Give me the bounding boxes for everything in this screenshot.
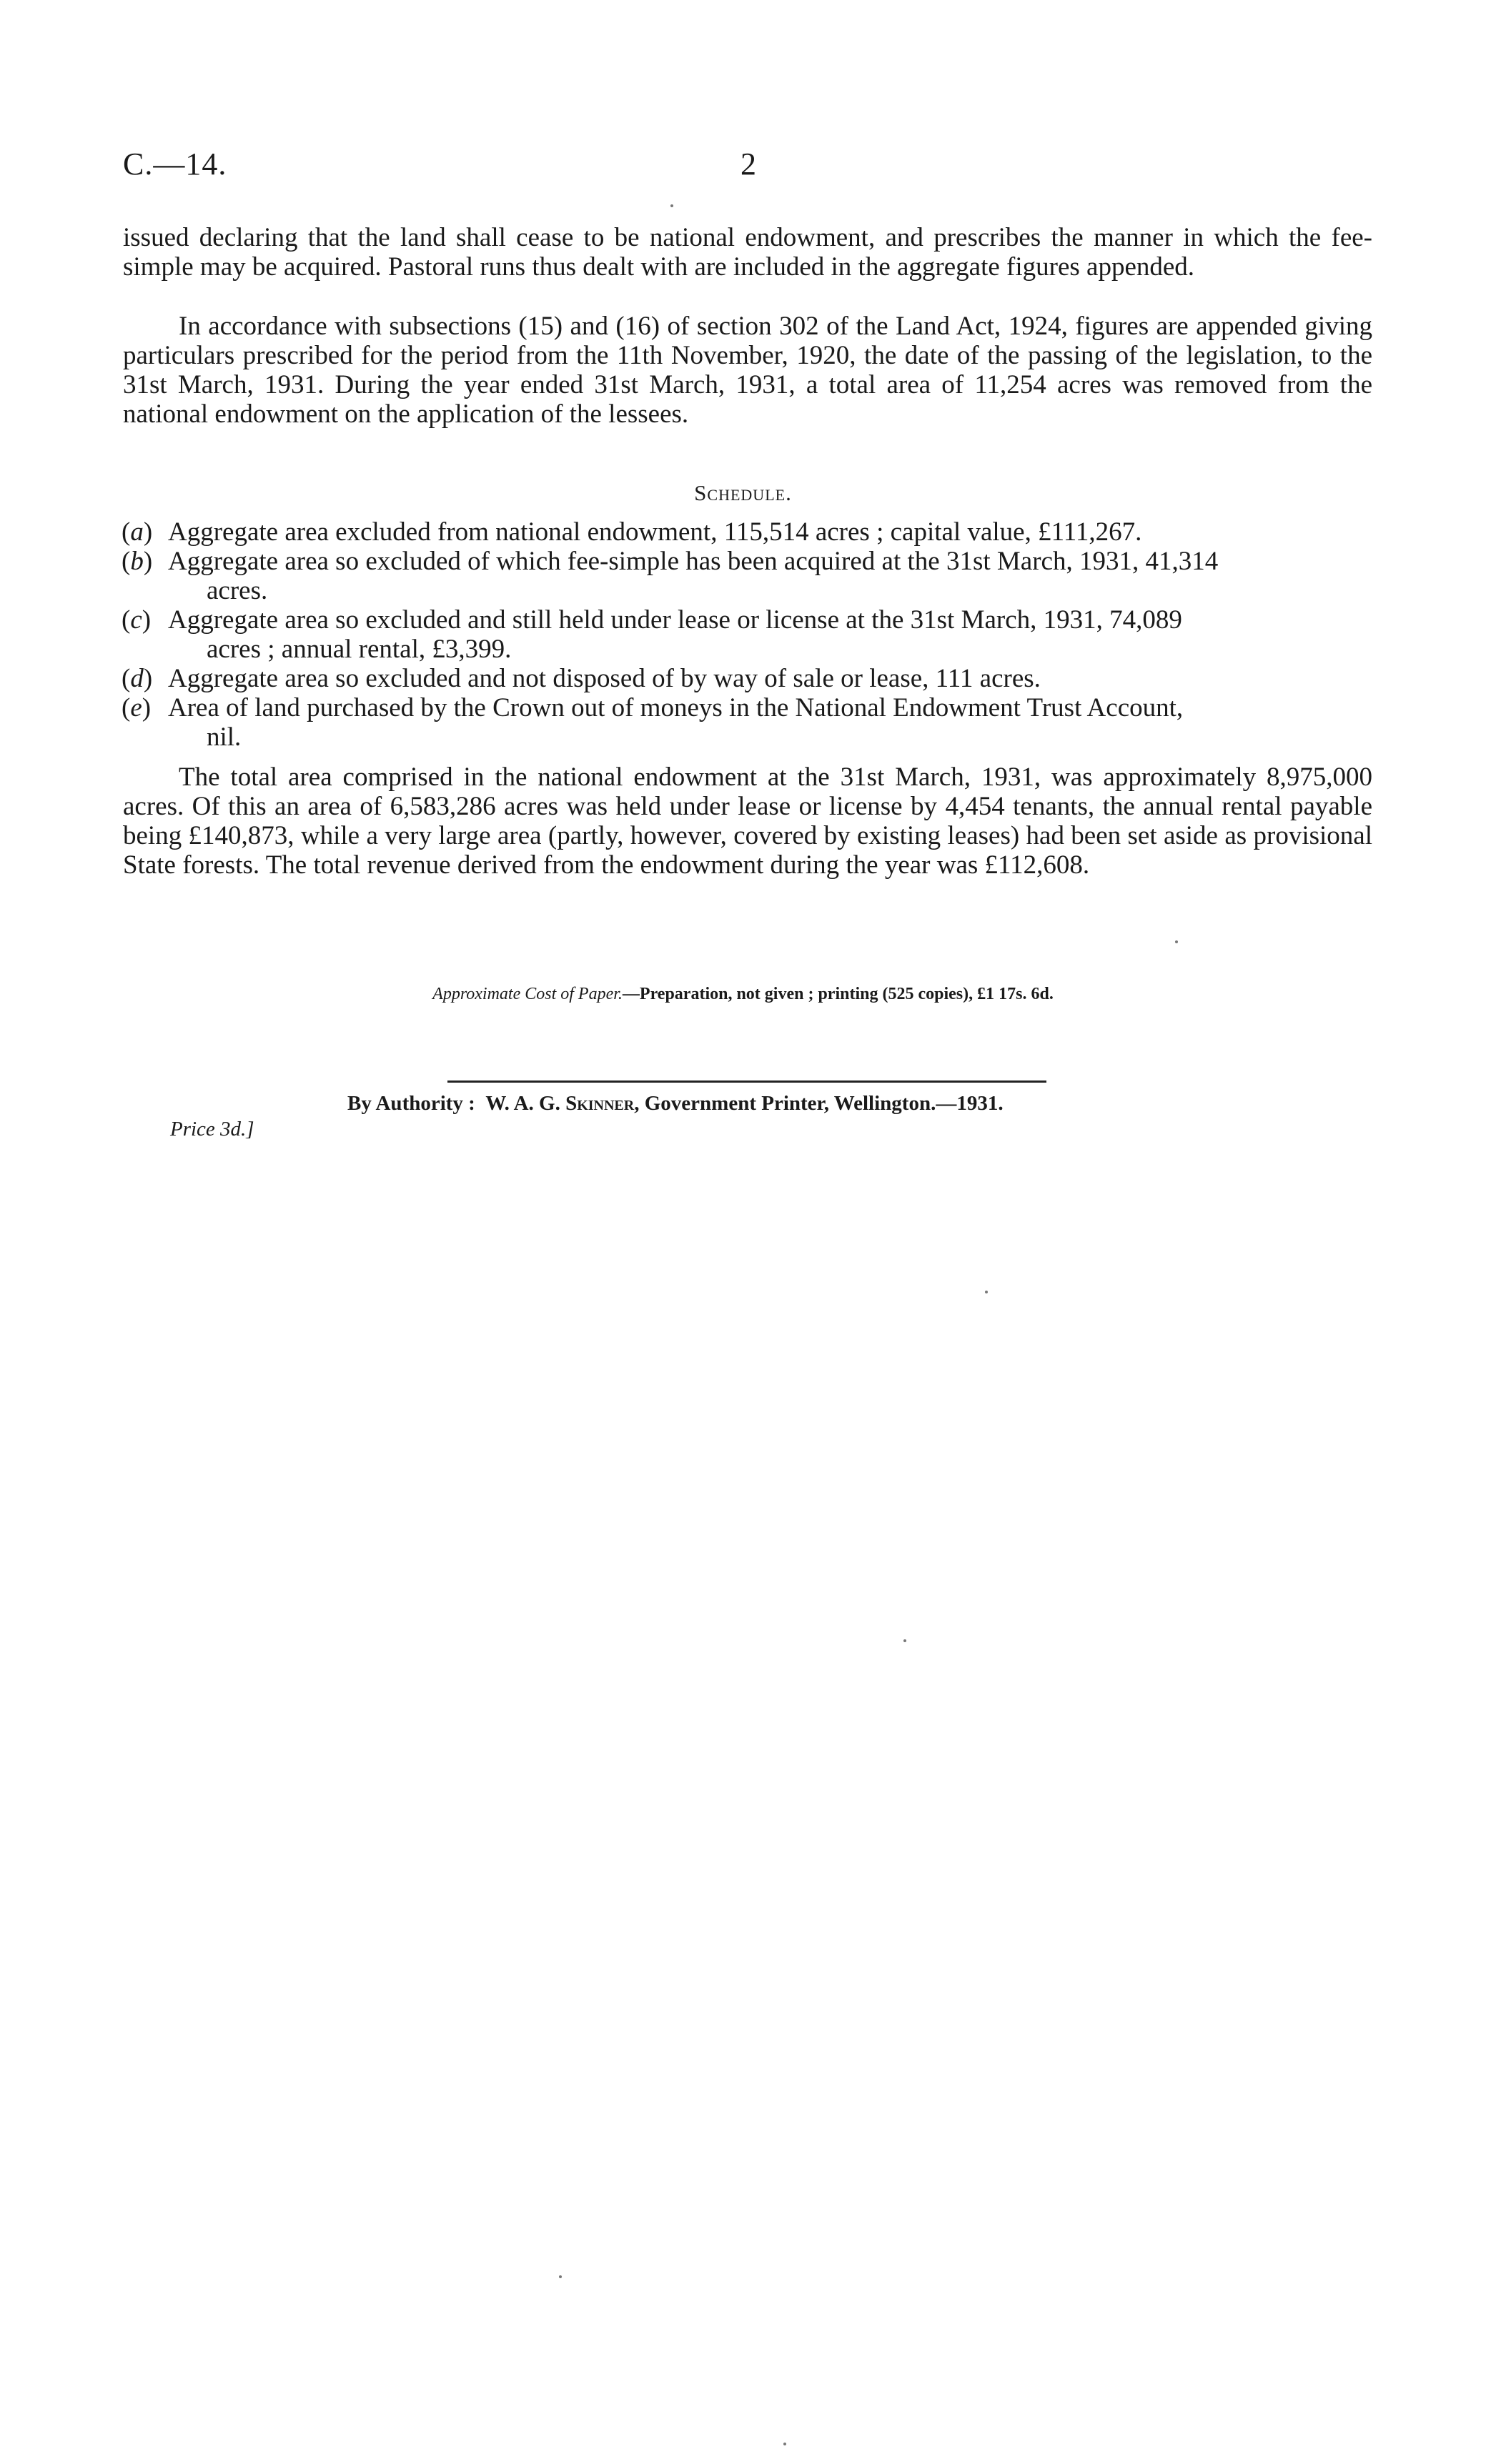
scan-speck: [1175, 940, 1178, 943]
authority-prefix: By Authority :: [347, 1092, 475, 1115]
schedule-item-marker: (d): [122, 664, 153, 693]
schedule-item-line: Aggregate area so excluded of which fee-simple has been acquired at the 31st March, 1931, 41,314: [168, 547, 1219, 576]
paragraph-accordance: [123, 312, 1372, 429]
price: Price 3d.]: [170, 1118, 254, 1141]
page-number: 2: [740, 146, 756, 182]
scan-speck: [670, 204, 673, 207]
schedule-item-marker: (e): [122, 693, 152, 722]
schedule-item-text: [168, 517, 1372, 547]
scan-speck: [783, 2443, 786, 2445]
schedule-list: [122, 517, 1372, 752]
schedule-item-continuation: acres.: [207, 576, 268, 605]
schedule-item-marker: (a): [122, 517, 153, 547]
schedule-item-line: Aggregate area so excluded and not disposed of by way of sale or lease, 111 acres.: [168, 664, 1041, 693]
schedule-item-b: [122, 547, 1372, 605]
schedule-item-line: Aggregate area excluded from national endowment, 115,514 acres ; capital value, £111,267.: [168, 517, 1142, 547]
document-code: C.—14.: [123, 146, 227, 182]
cost-label: Approximate Cost of Paper.: [432, 985, 623, 1003]
authority-line: [347, 1092, 1004, 1116]
schedule-item-a: [122, 517, 1372, 547]
authority-suffix: Government Printer, Wellington.—1931.: [644, 1092, 1004, 1115]
schedule-heading: Schedule.: [694, 480, 792, 505]
scan-speck: [559, 2275, 562, 2278]
paragraph-accordance-text: In accordance with subsections (15) and (16) of section 302 of the Land Act, 1924, figures are appended giving particulars prescribed for the period from the 11th November, 1920, the date of the passing of the legislation, to the 31st March, 1931. During the year ended 31st March, 1931, a total area of 11,254 acres was removed from the national endowment on the application of the lessees.: [123, 312, 1372, 429]
schedule-item-line: Aggregate area so excluded and still held under lease or license at the 31st March, 1931, 74,089: [168, 605, 1182, 635]
schedule-item-text: [168, 693, 1372, 752]
schedule-item-continuation: nil.: [207, 722, 242, 752]
schedule-item-marker: (b): [122, 547, 153, 576]
printer-name: W. A. G. Skinner,: [485, 1092, 640, 1115]
paragraph-continued-text: issued declaring that the land shall cease to be national endowment, and prescribes the manner in which the fee-simple may be acquired. Pastoral runs thus dealt with are included in the aggregate figures appended.: [123, 223, 1372, 282]
schedule-item-text: [168, 664, 1372, 693]
scan-speck: [985, 1291, 988, 1293]
schedule-item-text: [168, 547, 1372, 605]
cost-text: —Preparation, not given ; printing (525 copies), £1 17s. 6d.: [622, 985, 1054, 1003]
schedule-item-marker: (c): [122, 605, 152, 635]
scan-speck: [903, 1639, 906, 1642]
schedule-item-continuation: acres ; annual rental, £3,399.: [207, 635, 512, 664]
paragraph-total: [123, 762, 1372, 880]
schedule-item-e: [122, 693, 1372, 752]
schedule-item-c: [122, 605, 1372, 664]
paragraph-continued: [123, 223, 1372, 282]
schedule-item-text: [168, 605, 1372, 664]
schedule-item-line: Area of land purchased by the Crown out of moneys in the National Endowment Trust Account,: [168, 693, 1184, 722]
cost-of-paper: [0, 985, 1486, 1004]
divider-rule: [447, 1081, 1046, 1083]
paragraph-total-text: The total area comprised in the national endowment at the 31st March, 1931, was approximately 8,975,000 acres. Of this an area of 6,583,286 acres was held under lease or license by 4,454 tenants, the annual rental payable being £140,873, while a very large area (partly, however, covered by existing leases) had been set aside as provisional State forests. The total revenue derived from the endowment during the year was £112,608.: [123, 762, 1372, 880]
schedule-item-d: [122, 664, 1372, 693]
